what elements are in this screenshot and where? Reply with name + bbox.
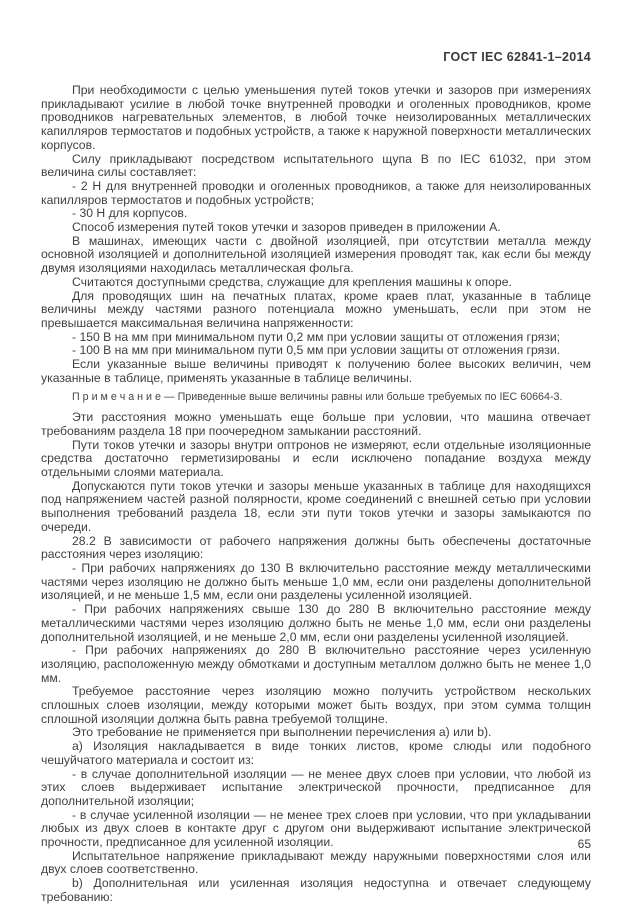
document-list-item: - 150 В на мм при минимальном пути 0,2 мм при условии защиты от отложения грязи; — [72, 329, 561, 344]
document-paragraph: Эти расстояния можно уменьшать еще больше при условии, что машина отвечает требованиям раздела 18 при поочередном замыкании расстояний. — [41, 410, 591, 438]
document-list-item: - 100 В на мм при минимальном пути 0,5 мм при условии защиты от отложения грязи. — [72, 343, 561, 358]
note-paragraph: П р и м е ч а н и е — Приведенные выше величины равны или больше требуемых по IEC 60664-3. — [72, 391, 563, 404]
document-paragraph: В машинах, имеющих части с двойной изоляцией, при отсутствии металла между основной изоляцией и дополнительной изоляцией измерения проводят так, как если бы между двумя изоляциями находилась металлическая фольга. — [41, 233, 591, 276]
document-paragraph: Испытательное напряжение прикладывают между наружными поверхностями слоя или двух слоев соответственно. — [41, 848, 591, 877]
document-list-item: - При рабочих напряжениях до 130 В включительно расстояние между металлическими частями через изоляцию не должно быть меньше 1,0 мм, если они разделены дополнительной изоляцией, и не меньше 1,5 мм, если они разделены усиленной изоляцией. — [41, 561, 591, 603]
enumeration-b-paragraph: b) Дополнительная или усиленная изоляция недоступна и отвечает следующему требованию: — [41, 876, 591, 904]
document-paragraph: Способ измерения путей токов утечки и зазоров приведен в приложении А. — [72, 220, 501, 235]
document-list-item: - в случае усиленной изоляции — не менее трех слоев при условии, что при укладывании любых из двух слоев в контакте друг с другом они выдерживают испытание электрической прочности, предписанное для усиленной изоляции. — [41, 807, 591, 850]
document-paragraph: При необходимости с целью уменьшения путей токов утечки и зазоров при измерениях прикладывают усилие в любой точке внутренней проводки и оголенных проводников, кроме проводников нагревательных элементов, в любой точке неизолированных металлических капилляров термостатов и подобных устройств, а также к наружной поверхности металлических корпусов. — [41, 83, 591, 152]
document-paragraph: Пути токов утечки и зазоры внутри оптронов не измеряют, если отдельные изоляционные средства достаточно герметизированы и если исключено попадание воздуха между отдельными слоями материала. — [41, 437, 591, 480]
document-paragraph: Для проводящих шин на печатных платах, кроме краев плат, указанные в таблице величины между частями разного потенциала можно уменьшать, если при этом не превышается максимальная величина напряженности: — [41, 288, 591, 330]
document-paragraph: Это требование не применяется при выполнении перечисления a) или b). — [72, 725, 492, 740]
document-body — [41, 84, 591, 905]
document-paragraph: Если указанные выше величины приводят к получению более высоких величин, чем указанные в таблице, применять указанные в таблице величины. — [41, 357, 591, 385]
page-number: 65 — [577, 837, 591, 851]
document-paragraph: Требуемое расстояние через изоляцию можно получить устройством нескольких сплошных слоев изоляции, между которыми может быть воздух, при этом сумма толщин сплошной изоляции должна быть равна требуемой толщине. — [41, 684, 591, 726]
document-list-item: - При рабочих напряжениях свыше 130 до 280 В включительно расстояние между металлическими частями через изоляцию должно быть не менье 1,0 мм, если они разделены дополнительной изоляцией, и не меньше 2,0 мм, если они разделены усиленной изоляцией. — [41, 602, 591, 644]
enumeration-a-paragraph: a) Изоляция накладывается в виде тонких листов, кроме слюды или подобного чешуйчатого материала и состоит из: — [41, 739, 591, 767]
document-paragraph: Силу прикладывают посредством испытательного щупа В по IEC 61032, при этом величина силы составляет: — [41, 151, 591, 180]
document-list-item: - При рабочих напряжениях до 280 В включительно расстояние через усиленную изоляцию, расположенную между обмотками и доступным металлом должно быть не менее 1,0 мм. — [41, 643, 591, 685]
document-list-item: - в случае дополнительной изоляции — не менее двух слоев при условии, что любой из этих слоев выдерживает испытание электрической прочности, предписанное для дополнительной изоляции; — [41, 766, 591, 808]
clause-28-2-paragraph: 28.2 В зависимости от рабочего напряжения должны быть обеспечены достаточные расстояния через изоляцию: — [41, 533, 591, 562]
document-paragraph: Допускаются пути токов утечки и зазоры меньше указанных в таблице для находящихся под напряжением частей разной полярности, кроме соединений с внешней сетью при условии выполнения требований раздела 18, если эти пути токов утечки и зазоры замыкаются по очереди. — [41, 478, 591, 534]
standard-designation-header: ГОСТ IEC 62841-1–2014 — [443, 50, 591, 64]
document-list-item: - 30 Н для корпусов. — [72, 206, 188, 221]
document-paragraph: Считаются доступными средства, служащие для крепления машины к опоре. — [72, 274, 512, 289]
document-list-item: - 2 Н для внутренней проводки и оголенных проводников, а также для неизолированных капилляров термостатов и подобных устройств; — [41, 178, 591, 207]
